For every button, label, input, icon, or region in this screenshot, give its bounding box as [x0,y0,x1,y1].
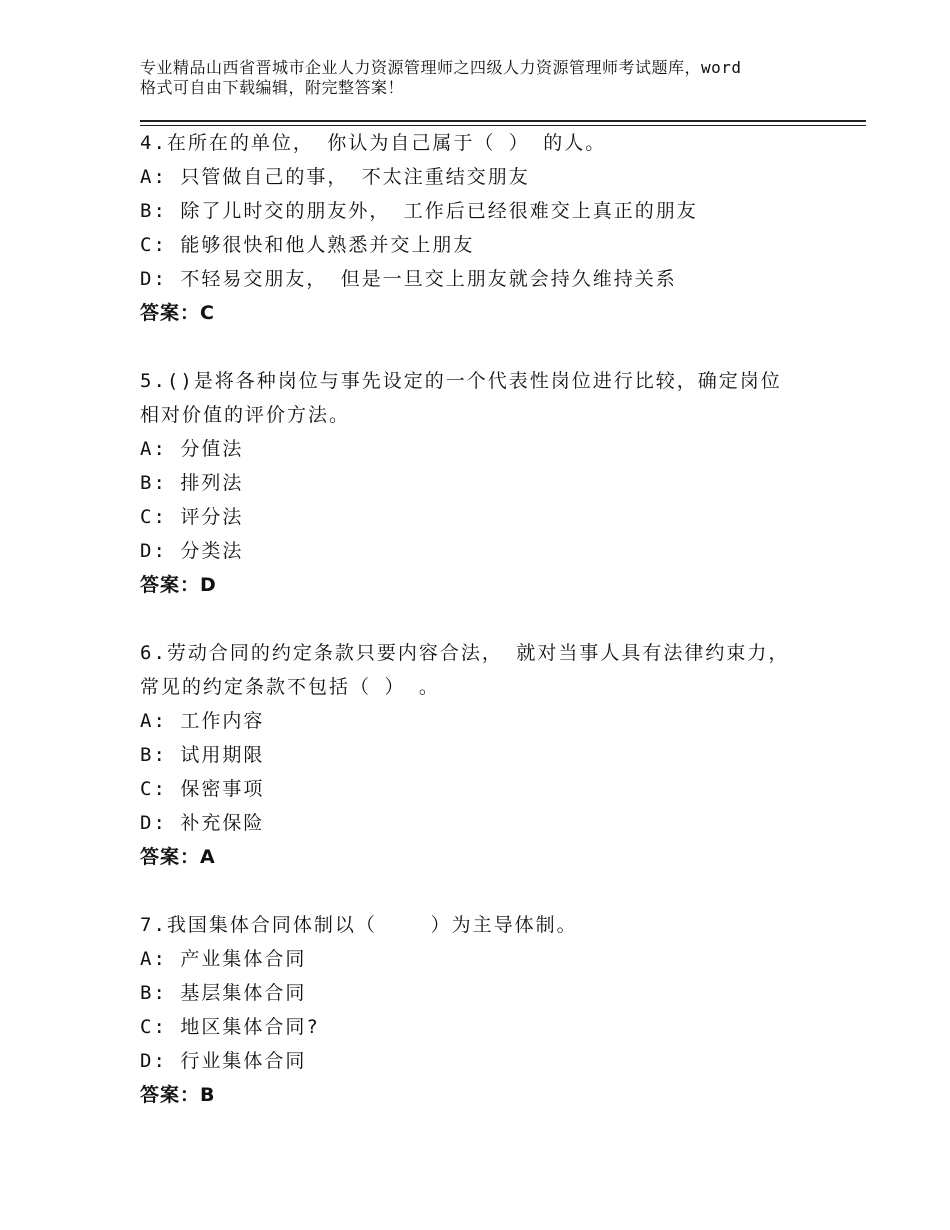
option-a: A: 分值法 [140,438,244,460]
header-line-1: 专业精品山西省晋城市企业人力资源管理师之四级人力资源管理师考试题库，word [140,58,742,77]
option-d: D: 不轻易交朋友， 但是一旦交上朋友就会持久维持关系 [140,268,677,290]
option-a: A: 工作内容 [140,710,265,732]
option-a: A: 只管做自己的事， 不太注重结交朋友 [140,166,530,188]
header-line-2: 格式可自由下载编辑，附完整答案！ [140,78,405,97]
option-c: C: 能够很快和他人熟悉并交上朋友 [140,234,475,256]
header-divider-top [140,120,866,122]
option-b: B: 排列法 [140,472,244,494]
question-4 [140,126,866,330]
option-a: A: 产业集体合同 [140,948,307,970]
answer: 答案：B [140,1084,216,1106]
question-stem: 6.劳动合同的约定条款只要内容合法， 就对当事人具有法律约束力， [140,642,790,664]
option-c: C: 保密事项 [140,778,265,800]
question-list [140,126,866,1146]
option-c: C: 地区集体合同? [140,1016,320,1038]
answer: 答案：D [140,574,217,596]
option-c: C: 评分法 [140,506,244,528]
answer: 答案：A [140,846,216,868]
option-d: D: 行业集体合同 [140,1050,307,1072]
option-d: D: 分类法 [140,540,244,562]
question-stem-continued: 相对价值的评价方法。 [140,404,351,426]
question-stem: 5.()是将各种岗位与事先设定的一个代表性岗位进行比较，确定岗位 [140,370,782,392]
answer: 答案：C [140,302,215,324]
question-6 [140,636,866,874]
option-b: B: 试用期限 [140,744,265,766]
question-7 [140,908,866,1112]
document-header [140,58,830,98]
question-stem: 4.在所在的单位， 你认为自己属于（ ） 的人。 [140,132,607,154]
option-d: D: 补充保险 [140,812,265,834]
question-stem: 7.我国集体合同体制以（ ）为主导体制。 [140,914,578,936]
option-b: B: 基层集体合同 [140,982,307,1004]
option-b: B: 除了儿时交的朋友外， 工作后已经很难交上真正的朋友 [140,200,698,222]
question-stem-continued: 常见的约定条款不包括（ ） 。 [140,676,440,698]
question-5 [140,364,866,602]
